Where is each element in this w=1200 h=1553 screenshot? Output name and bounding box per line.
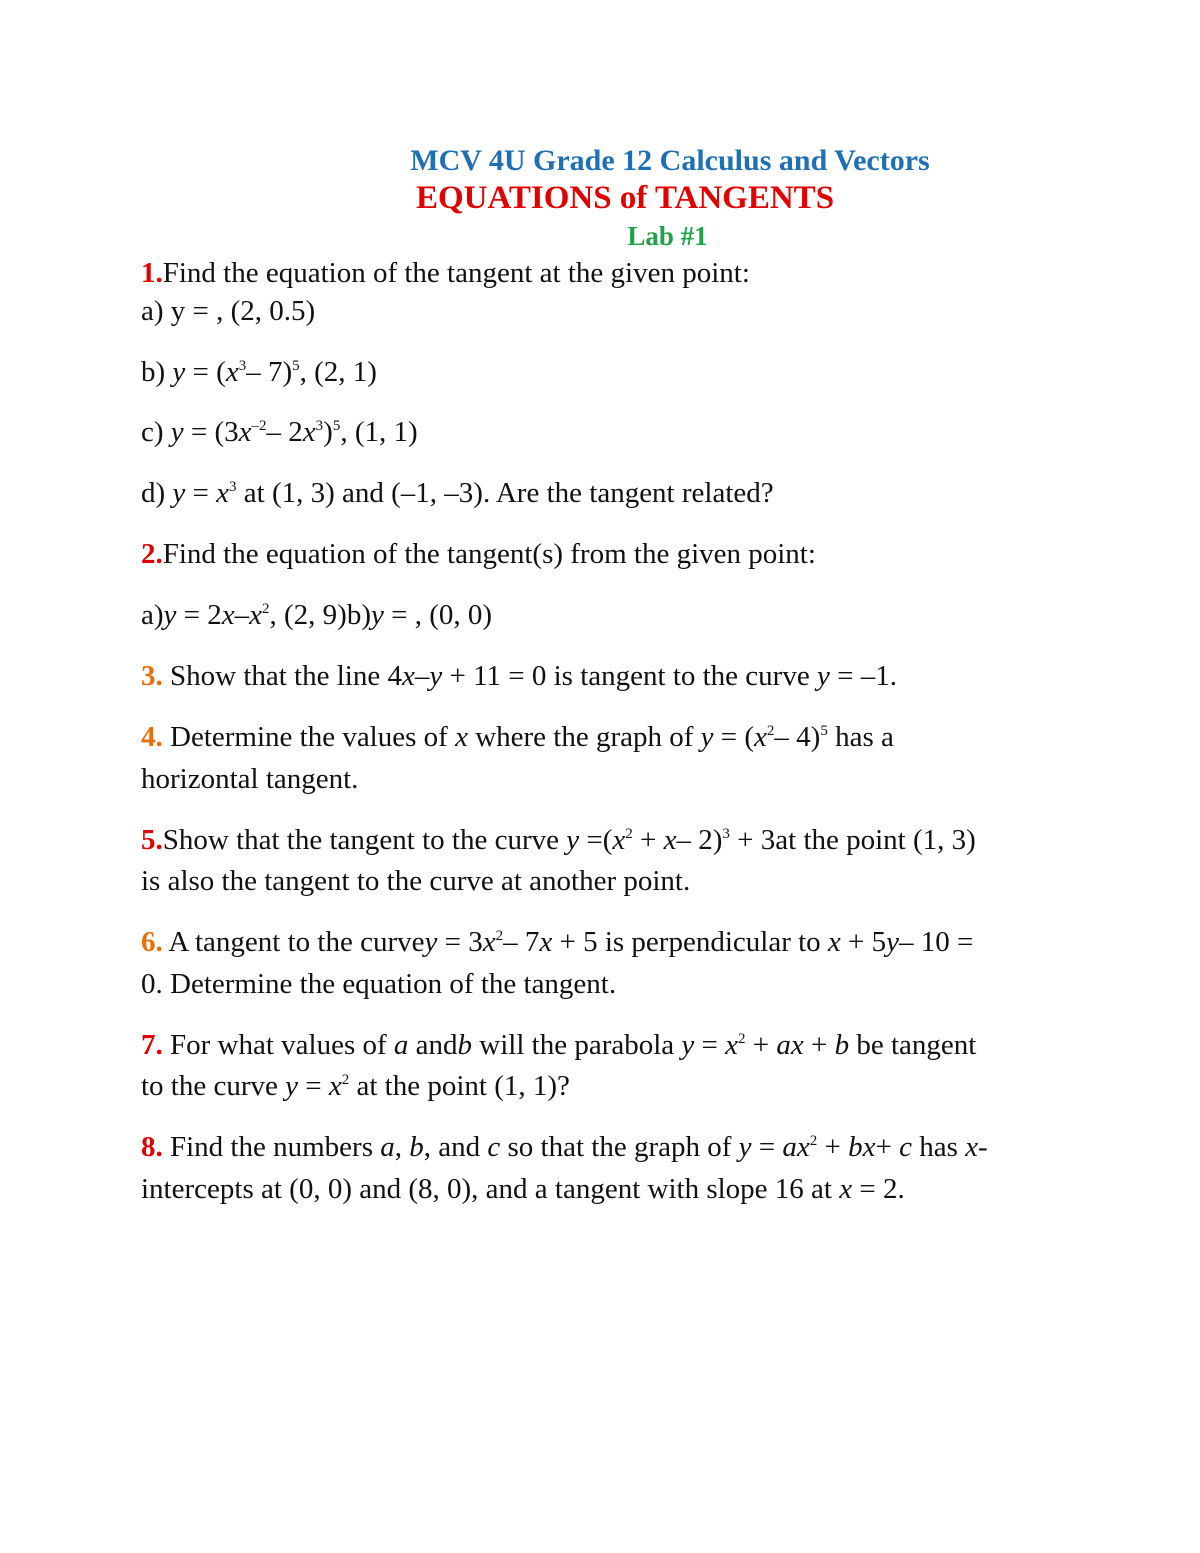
question-3: 3. Show that the line 4x–y + 11 = 0 is tangent to the curve y = –1. xyxy=(141,660,897,692)
question-text: has xyxy=(911,1131,966,1163)
question-1d xyxy=(141,476,774,510)
question-text: Find the equation of the tangent at the given point: xyxy=(162,257,750,289)
question-7: 7. For what values of a andb will the parabola $y = x^2$ + ax + b be tangent xyxy=(141,1029,977,1061)
lab-label: Lab #1 xyxy=(627,221,708,251)
question-number: 8. xyxy=(141,1131,163,1163)
question-text: be tangent xyxy=(849,1029,977,1061)
question-4: 4. Determine the values of x where the graph of $y = (x^2-$ 4)$^5$ has a xyxy=(141,721,894,753)
question-2-parts xyxy=(141,598,492,632)
question-6-line2 xyxy=(141,967,616,1001)
question-number: 5. xyxy=(141,824,163,856)
question-text: at the point (1, 1)? xyxy=(349,1070,570,1102)
question-6: 6. A tangent to the curvey = $3x^2-$ 7x + 5 is perpendicular to x + 5y– 10 = xyxy=(141,926,974,958)
question-text: intercepts at (0, 0) and (8, 0), and a tangent with slope 16 at xyxy=(141,1173,840,1205)
page-title: EQUATIONS of TANGENTS xyxy=(415,180,835,216)
variable: y xyxy=(371,599,384,631)
question-4-line2 xyxy=(141,762,358,796)
question-number: 3. xyxy=(141,660,163,692)
question-text: = –1. xyxy=(829,660,897,692)
question-text: is perpendicular to xyxy=(597,926,828,958)
part-label: c) xyxy=(141,416,171,448)
course-title: MCV 4U Grade 12 Calculus and Vectors xyxy=(410,144,930,177)
question-text: where the graph of xyxy=(467,721,701,753)
equation: $y = 2x-x^2$ xyxy=(163,599,270,631)
question-text: Show that the line 4 xyxy=(162,660,402,692)
part-text: at (1, 3) and (–1, –3). Are the tangent related? xyxy=(236,477,774,509)
question-text: Determine the values of xyxy=(162,721,456,753)
part-text: a) y = , (2, 0.5) xyxy=(141,295,316,327)
question-1b xyxy=(141,355,377,389)
question-text: + 3at the point (1, 3) xyxy=(729,824,976,856)
question-number: 7. xyxy=(141,1029,163,1061)
question-text: is also the tangent to the curve at another point. xyxy=(141,865,691,897)
question-text: + 11 = 0 is tangent to the curve xyxy=(442,660,817,692)
part-text: , (2, 9)b) xyxy=(269,599,371,631)
question-number: 6. xyxy=(141,926,163,958)
equation: $y = (3x^{-2}-$ $2x^3)^5$, (1, 1) xyxy=(170,416,418,448)
question-number: 2. xyxy=(141,538,163,570)
equation: $y = (x^3-$ 7)$^5$, (2, 1) xyxy=(172,356,377,388)
question-text: Show that the tangent to the curve xyxy=(162,824,567,856)
question-text: For what values of xyxy=(162,1029,394,1061)
question-1c xyxy=(141,415,418,449)
question-5: 5.Show that the tangent to the curve $y =(x^2 + x-$ 2)$^3$ + 3at the point (1, 3) xyxy=(141,824,976,856)
question-1 xyxy=(141,256,750,290)
question-text: horizontal tangent. xyxy=(141,763,359,795)
question-text: and xyxy=(408,1029,458,1061)
question-1a xyxy=(141,294,315,328)
question-text: = 2. xyxy=(852,1173,905,1205)
part-label: a) xyxy=(141,599,164,631)
part-label: d) xyxy=(141,477,173,509)
question-text: will the parabola xyxy=(472,1029,682,1061)
equation: $y = x^3$ xyxy=(172,477,237,509)
question-text: A tangent to the curve xyxy=(162,926,425,958)
part-label: b) xyxy=(141,356,173,388)
question-number: 4. xyxy=(141,721,163,753)
question-text: Find the numbers xyxy=(162,1131,381,1163)
question-text: Find the equation of the tangent(s) from the given point: xyxy=(162,538,816,570)
question-text: so that the graph of xyxy=(500,1131,739,1163)
question-text: 0. Determine the equation of the tangent. xyxy=(141,968,617,1000)
question-8: 8. Find the numbers a, b, and c so that the graph of $y = ax^2 + bx+ c$ has x- xyxy=(141,1131,988,1163)
question-8-line2: intercepts at (0, 0) and (8, 0), and a tangent with slope 16 at x = 2. xyxy=(141,1173,905,1205)
part-text: = , (0, 0) xyxy=(383,599,493,631)
question-5-line2 xyxy=(141,864,690,898)
question-number: 1. xyxy=(141,257,163,289)
question-text: , and xyxy=(423,1131,488,1163)
question-text: to the curve xyxy=(141,1070,286,1102)
question-2 xyxy=(141,537,816,571)
question-7-line2: to the curve $y = x^2$ at the point (1, 1)? xyxy=(141,1070,570,1102)
